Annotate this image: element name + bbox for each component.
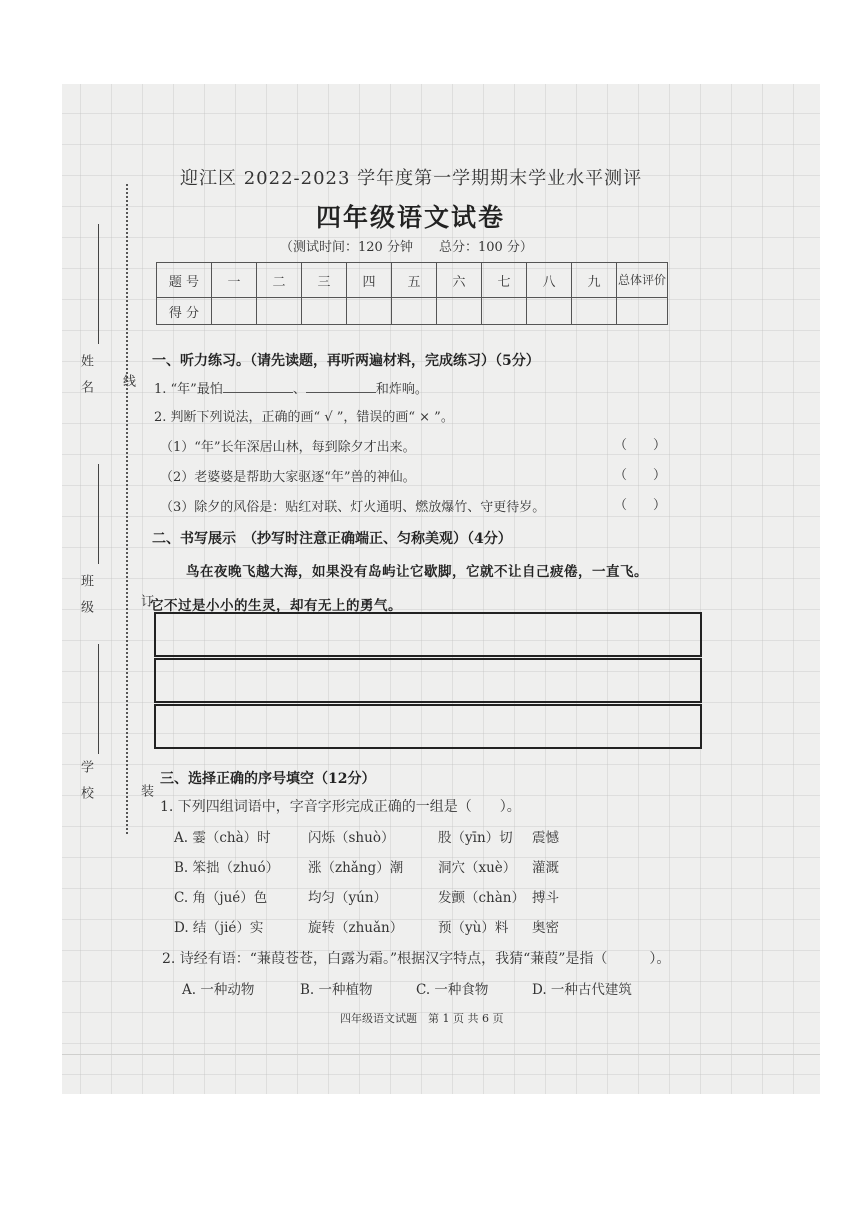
s1-item-2: （2）老婆婆是帮助大家驱逐“年”兽的神仙。 [160, 470, 416, 485]
s3-opt-c-4: 搏斗 [532, 890, 559, 906]
exam-title: 四年级语文试卷 [316, 203, 506, 232]
s1-q1-blank-2[interactable] [306, 380, 376, 393]
exam-school-line: 迎江区 2022-2023 学年度第一学期期末学业水平测评 [180, 168, 643, 189]
s3-opt-b-2: 涨（zhǎng）潮 [308, 860, 404, 876]
s3-q2-opt-c[interactable]: C. 一种食物 [416, 982, 489, 998]
score-cell[interactable] [437, 298, 482, 325]
class-label: 班 级 [78, 574, 93, 613]
s3-opt-d-3: 预（yù）料 [438, 920, 509, 936]
name-label: 姓 名 [78, 354, 93, 393]
school-label: 学 校 [78, 760, 93, 799]
writing-box-2[interactable] [154, 658, 702, 703]
exam-sheet [62, 84, 820, 1094]
score-cell[interactable] [392, 298, 437, 325]
s3-q2-opt-b[interactable]: B. 一种植物 [300, 982, 373, 998]
writing-box-1[interactable] [154, 612, 702, 657]
s3-opt-d-4: 奥密 [532, 920, 559, 936]
s3-opt-b-1[interactable]: B. 笨拙（zhuó） [174, 860, 280, 876]
s3-opt-a-1[interactable]: A. 霎（chà）时 [174, 830, 271, 846]
s3-opt-a-4: 震憾 [532, 830, 559, 846]
paper-fold [62, 1054, 820, 1055]
s3-opt-c-2: 均匀（yún） [308, 890, 388, 906]
s1-item-3-answer[interactable]: （ ） [614, 498, 667, 513]
s1-q2: 2. 判断下列说法，正确的画“ √ ”，错误的画“ × ”。 [154, 410, 454, 425]
score-cell[interactable] [527, 298, 572, 325]
class-blank [98, 464, 99, 564]
s1-q1-sep: 、 [292, 382, 306, 397]
score-cell[interactable] [347, 298, 392, 325]
s1-q1 [154, 378, 428, 397]
s3-q1: 1. 下列四组词语中，字音字形完成正确的一组是（ ）。 [160, 799, 521, 815]
score-col-3: 三 [302, 263, 347, 298]
page-footer: 四年级语文试题 第 1 页 共 6 页 [340, 1012, 504, 1025]
school-blank [98, 644, 99, 754]
s1-q1-text-b: 和炸响。 [375, 382, 428, 397]
score-col-7: 七 [482, 263, 527, 298]
score-col-4: 四 [347, 263, 392, 298]
s1-q1-text-a: 1. “年”最怕 [154, 382, 223, 397]
s3-q2-opt-d[interactable]: D. 一种古代建筑 [532, 982, 632, 998]
score-col-6: 六 [437, 263, 482, 298]
s3-opt-c-3: 发颤（chàn） [438, 890, 525, 906]
score-col-2: 二 [257, 263, 302, 298]
section2-heading: 二、书写展示 （抄写时注意正确端正、匀称美观）（4分） [152, 531, 512, 547]
section1-heading: 一、听力练习。（请先读题，再听两遍材料，完成练习）（5分） [152, 353, 540, 369]
s1-item-3: （3）除夕的风俗是：贴红对联、灯火通明、燃放爆竹、守更待岁。 [160, 500, 546, 515]
s3-opt-d-1[interactable]: D. 结（jié）实 [174, 920, 264, 936]
binding-line [126, 184, 128, 834]
s2-copy-line-2: 它不过是小小的生灵，却有无上的勇气。 [150, 598, 402, 614]
score-col-overall: 总体评价 [617, 263, 668, 298]
s3-opt-a-2: 闪烁（shuò） [308, 830, 395, 846]
score-table [156, 262, 668, 325]
writing-box-3[interactable] [154, 704, 702, 749]
score-cell[interactable] [617, 298, 668, 325]
bind-mark-ding: 订 [138, 594, 153, 607]
s3-opt-b-4: 灌溉 [532, 860, 559, 876]
bind-mark-line: 线 [120, 374, 135, 387]
s2-copy-line-1: 鸟在夜晚飞越大海，如果没有岛屿让它歇脚，它就不让自己疲倦，一直飞。 [186, 564, 648, 580]
s3-opt-d-2: 旋转（zhuǎn） [308, 920, 404, 936]
score-col-5: 五 [392, 263, 437, 298]
s3-opt-b-3: 洞穴（xuè） [438, 860, 517, 876]
score-cell[interactable] [302, 298, 347, 325]
score-col-8: 八 [527, 263, 572, 298]
score-cell[interactable] [257, 298, 302, 325]
exam-photo [62, 84, 820, 1094]
section3-heading: 三、选择正确的序号填空（12分） [160, 771, 376, 787]
score-cell[interactable] [482, 298, 527, 325]
score-col-1: 一 [212, 263, 257, 298]
s1-q1-blank-1[interactable] [223, 380, 293, 393]
s1-item-1: （1）“年”长年深居山林，每到除夕才出来。 [160, 440, 416, 455]
score-col-9: 九 [572, 263, 617, 298]
score-cell[interactable] [212, 298, 257, 325]
s3-q2-opt-a[interactable]: A. 一种动物 [182, 982, 255, 998]
s3-q2: 2. 诗经有语：“蒹葭苍苍，白露为霜。”根据汉字特点，我猜“蒹葭”是指（ ）。 [162, 951, 671, 967]
name-blank [98, 224, 99, 344]
exam-subtitle: （测试时间：120 分钟 总分：100 分） [280, 240, 533, 255]
score-row-label: 得 分 [157, 298, 212, 325]
score-cell[interactable] [572, 298, 617, 325]
s3-opt-c-1[interactable]: C. 角（jué）色 [174, 890, 268, 906]
s1-item-2-answer[interactable]: （ ） [614, 468, 667, 483]
score-header-label: 题 号 [157, 263, 212, 298]
s1-item-1-answer[interactable]: （ ） [614, 438, 667, 453]
bind-mark-zhuang: 装 [138, 784, 153, 797]
s3-opt-a-3: 股（yīn）切 [438, 830, 513, 846]
